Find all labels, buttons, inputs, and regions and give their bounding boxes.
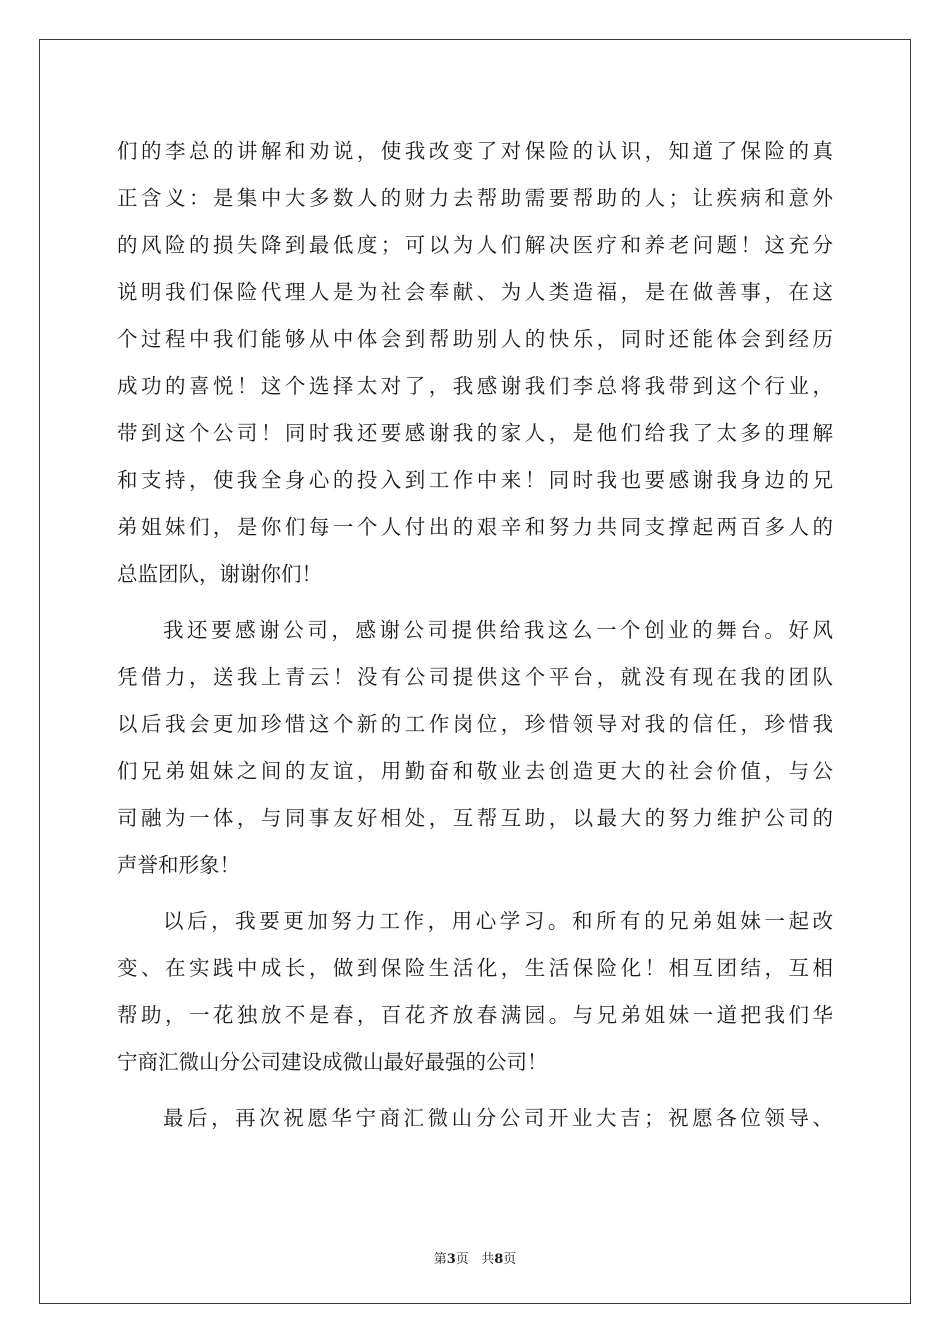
text-line: 宁商汇微山分公司建设成微山最好最强的公司！ xyxy=(117,1050,548,1074)
text-line: 的风险的损失降到最低度；可以为人们解决医疗和养老问题！这充分 xyxy=(117,233,833,257)
total-pages: 8 xyxy=(494,1252,504,1267)
paragraph xyxy=(117,1095,833,1142)
paragraph xyxy=(117,128,833,598)
document-body xyxy=(117,128,833,1142)
text-line: 正含义：是集中大多数人的财力去帮助需要帮助的人；让疾病和意外 xyxy=(117,186,833,210)
text-line: 带到这个公司！同时我还要感谢我的家人，是他们给我了太多的理解 xyxy=(117,421,833,445)
paragraph xyxy=(117,607,833,889)
text-line: 弟姐妹们，是你们每一个人付出的艰辛和努力共同支撑起两百多人的 xyxy=(117,515,833,539)
text-line: 凭借力，送我上青云！没有公司提供这个平台，就没有现在我的团队 xyxy=(117,665,833,689)
text-line: 个过程中我们能够从中体会到帮助别人的快乐，同时还能体会到经历 xyxy=(117,327,833,351)
text-line: 成功的喜悦！这个选择太对了，我感谢我们李总将我带到这个行业， xyxy=(117,374,833,398)
text-line: 变、在实践中成长，做到保险生活化，生活保险化！相互团结，互相 xyxy=(117,956,833,980)
total-prefix: 共 xyxy=(481,1252,495,1267)
text-line: 和支持，使我全身心的投入到工作中来！同时我也要感谢我身边的兄 xyxy=(117,468,833,492)
text-line: 帮助，一花独放不是春，百花齐放春满园。与兄弟姐妹一道把我们华 xyxy=(117,1003,833,1027)
text-line: 声誉和形象！ xyxy=(117,853,240,877)
page-number: 3 xyxy=(446,1252,456,1267)
text-line: 以后，我要更加努力工作，用心学习。和所有的兄弟姐妹一起改 xyxy=(163,909,833,933)
text-line: 我还要感谢公司，感谢公司提供给我这么一个创业的舞台。好风 xyxy=(163,618,833,642)
text-line: 说明我们保险代理人是为社会奉献、为人类造福，是在做善事，在这 xyxy=(117,280,833,304)
page-footer xyxy=(0,1248,950,1267)
text-line: 最后，再次祝愿华宁商汇微山分公司开业大吉；祝愿各位领导、 xyxy=(163,1106,833,1130)
text-line: 以后我会更加珍惜这个新的工作岗位，珍惜领导对我的信任，珍惜我 xyxy=(117,712,833,736)
text-line: 们兄弟姐妹之间的友谊，用勤奋和敬业去创造更大的社会价值，与公 xyxy=(117,759,833,783)
paragraph xyxy=(117,898,833,1086)
text-line: 总监团队，谢谢你们！ xyxy=(117,562,322,586)
page-suffix: 页 xyxy=(455,1252,469,1267)
text-line: 们的李总的讲解和劝说，使我改变了对保险的认识，知道了保险的真 xyxy=(117,139,833,163)
text-line: 司融为一体，与同事友好相处，互帮互助，以最大的努力维护公司的 xyxy=(117,806,833,830)
total-suffix: 页 xyxy=(503,1252,517,1267)
page-prefix: 第 xyxy=(433,1252,447,1267)
